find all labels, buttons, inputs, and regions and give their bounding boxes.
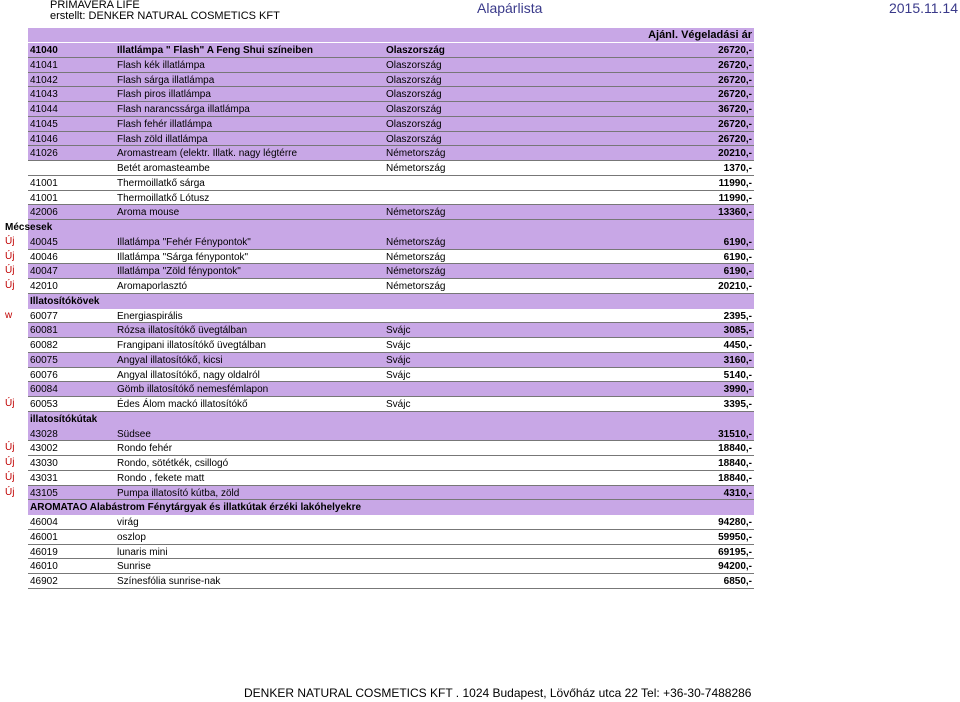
product-price: 26720,- (718, 118, 752, 130)
product-code: 40045 (30, 236, 58, 248)
product-price: 20210,- (718, 281, 752, 292)
product-name: Flash fehér illatlámpa (117, 118, 213, 130)
product-code: 60075 (30, 354, 58, 366)
product-code: 60081 (30, 325, 58, 337)
product-price: 6190,- (723, 266, 752, 278)
product-price: 69195,- (718, 546, 752, 558)
product-price: 94280,- (718, 517, 752, 528)
product-name: Thermoillatkő Lótusz (117, 192, 210, 204)
table-row (0, 146, 760, 161)
origin-country: Olaszország (386, 45, 445, 56)
product-code: 46004 (30, 517, 58, 528)
product-price: 5140,- (723, 369, 752, 381)
price-column-header: Ajánl. Végeladási ár (28, 28, 754, 42)
section-label: Illatosítókövek (30, 295, 100, 307)
new-item-marker: Új (5, 442, 15, 454)
new-item-marker: Új (5, 457, 15, 468)
product-price: 20210,- (718, 148, 752, 160)
product-code: 43030 (30, 458, 58, 469)
table-row (0, 264, 760, 279)
product-name: Südsee (117, 428, 151, 440)
product-code: 41046 (30, 133, 58, 145)
product-name: Betét aromasteambe (117, 163, 210, 174)
product-name: Rondo , fekete matt (117, 472, 205, 484)
product-code: 40046 (30, 251, 58, 263)
table-row (0, 486, 760, 501)
product-code: 41040 (30, 45, 58, 56)
product-name: Rondo, sötétkék, csillogó (117, 458, 229, 469)
product-price: 18840,- (718, 458, 752, 469)
product-name: Illatlámpa "Fehér Fénypontok" (117, 236, 251, 248)
product-code: 41026 (30, 148, 58, 160)
product-price: 3395,- (723, 399, 752, 410)
new-item-marker: Új (5, 280, 15, 291)
product-price: 6850,- (723, 576, 752, 587)
origin-country: Svájc (386, 399, 411, 410)
product-name: Frangipani illatosítókő üvegtálban (117, 340, 266, 351)
origin-country: Olaszország (386, 133, 442, 145)
origin-country: Svájc (386, 354, 411, 366)
product-code: 60084 (30, 384, 58, 396)
product-name: Aromaporlasztó (117, 281, 188, 292)
table-row (0, 471, 760, 486)
product-code: 41044 (30, 104, 58, 115)
table-row (0, 515, 760, 530)
product-name: Flash narancssárga illatlámpa (117, 104, 250, 115)
created-by-line: erstellt: DENKER NATURAL COSMETICS KFT (50, 10, 280, 22)
table-row (0, 58, 760, 73)
product-price: 3085,- (723, 325, 752, 337)
product-code: 46019 (30, 546, 58, 558)
product-code: 42006 (30, 207, 58, 219)
product-price: 59950,- (718, 531, 752, 543)
new-item-marker: w (5, 309, 13, 321)
table-row (0, 530, 760, 545)
table-row (0, 323, 760, 338)
table-row (0, 191, 760, 206)
table-row (0, 382, 760, 397)
new-item-marker: Új (5, 398, 15, 409)
origin-country: Németország (386, 236, 446, 248)
row-background (28, 220, 754, 235)
origin-country: Olaszország (386, 104, 442, 115)
table-row (0, 102, 760, 117)
product-price: 36720,- (718, 104, 752, 115)
table-row (0, 250, 760, 265)
table-row (0, 279, 760, 294)
product-price: 6190,- (723, 236, 752, 248)
product-name: Thermoillatkő sárga (117, 177, 205, 189)
table-row (0, 368, 760, 383)
product-price: 6190,- (723, 251, 752, 263)
product-code: 41001 (30, 192, 58, 204)
product-price: 4450,- (723, 340, 752, 351)
product-name: Sunrise (117, 561, 151, 573)
table-row (0, 441, 760, 456)
product-name: Rondo fehér (117, 443, 173, 455)
product-price: 26720,- (718, 89, 752, 101)
product-price: 4310,- (723, 487, 752, 499)
table-row (0, 545, 760, 560)
product-price: 3990,- (723, 384, 752, 396)
product-price: 31510,- (718, 428, 752, 440)
table-row (0, 117, 760, 132)
product-code: 40047 (30, 266, 58, 278)
table-row (0, 73, 760, 88)
table-row (0, 132, 760, 147)
product-price: 26720,- (718, 74, 752, 86)
product-name: Illatlámpa "Zöld fénypontok" (117, 266, 241, 278)
product-code: 46010 (30, 561, 58, 573)
section-label: Mécsesek (5, 222, 53, 233)
product-name: Angyal illatosítókő, nagy oldalról (117, 369, 260, 381)
row-background (28, 294, 754, 309)
table-row (0, 176, 760, 191)
product-code: 60082 (30, 340, 58, 351)
table-row (0, 427, 760, 442)
product-name: Angyal illatosítókő, kicsi (117, 354, 223, 366)
price-list-table (0, 43, 760, 589)
origin-country: Németország (386, 266, 446, 278)
table-row (0, 205, 760, 220)
product-code: 41043 (30, 89, 58, 101)
product-price: 26720,- (718, 133, 752, 145)
header-company-block (50, 0, 280, 22)
table-row (0, 309, 760, 324)
company-name: PRIMAVERA LIFE (50, 0, 140, 11)
origin-country: Svájc (386, 325, 411, 337)
product-price: 13360,- (718, 207, 752, 219)
table-row (0, 161, 760, 176)
product-name: virág (117, 517, 139, 528)
new-item-marker: Új (5, 235, 15, 247)
product-name: Flash piros illatlámpa (117, 89, 211, 101)
origin-country: Olaszország (386, 89, 442, 101)
product-code: 43028 (30, 428, 58, 440)
product-name: Flash sárga illatlámpa (117, 74, 215, 86)
product-name: Színesfólia sunrise-nak (117, 576, 221, 587)
product-code: 41041 (30, 59, 58, 71)
product-name: oszlop (117, 531, 146, 543)
product-code: 60077 (30, 310, 58, 322)
product-name: Aromastream (elektr. Illatk. nagy légtérre (117, 148, 298, 160)
section-label: illatosítókútak (30, 413, 98, 425)
product-price: 1370,- (723, 163, 752, 174)
table-row (0, 43, 760, 58)
origin-country: Németország (386, 207, 446, 219)
product-name: Flash zöld illatlámpa (117, 133, 208, 145)
table-row (0, 397, 760, 412)
product-name: Gömb illatosítókő nemesfémlapon (117, 384, 269, 396)
product-name: Édes Álom mackó illatosítókő (117, 399, 248, 410)
product-code: 43105 (30, 487, 58, 499)
new-item-marker: Új (5, 250, 15, 262)
origin-country: Svájc (386, 369, 411, 381)
product-code: 60053 (30, 399, 58, 410)
new-item-marker: Új (5, 265, 15, 277)
product-code: 41042 (30, 74, 58, 86)
product-name: Aroma mouse (117, 207, 180, 219)
origin-country: Olaszország (386, 74, 442, 86)
product-price: 3160,- (723, 354, 752, 366)
product-name: Pumpa illatosító kútba, zöld (117, 487, 240, 499)
product-name: Flash kék illatlámpa (117, 59, 205, 71)
section-heading-row (0, 500, 760, 515)
origin-country: Olaszország (386, 59, 442, 71)
origin-country: Svájc (386, 340, 411, 351)
product-price: 11990,- (718, 177, 752, 189)
product-code: 41001 (30, 177, 58, 189)
new-item-marker: Új (5, 486, 15, 498)
product-name: Illatlámpa "Sárga fénypontok" (117, 251, 249, 263)
table-row (0, 353, 760, 368)
document-title: Alapárlista (477, 0, 543, 16)
origin-country: Németország (386, 163, 446, 174)
table-row (0, 574, 760, 589)
section-heading-row (0, 220, 760, 235)
origin-country: Németország (386, 148, 446, 160)
product-price: 18840,- (718, 472, 752, 484)
product-code: 41045 (30, 118, 58, 130)
section-heading-row (0, 294, 760, 309)
table-row (0, 559, 760, 574)
product-code: 42010 (30, 281, 58, 292)
row-divider (28, 588, 754, 589)
table-row (0, 338, 760, 353)
product-name: Rózsa illatosítókő üvegtálban (117, 325, 248, 337)
product-code: 43002 (30, 443, 58, 455)
product-code: 43031 (30, 472, 58, 484)
table-row (0, 235, 760, 250)
product-code: 46902 (30, 576, 58, 587)
origin-country: Németország (386, 281, 446, 292)
product-code: 46001 (30, 531, 58, 543)
product-name: lunaris mini (117, 546, 168, 558)
product-name: Illatlámpa " Flash" A Feng Shui színeiben (117, 45, 313, 56)
product-price: 2395,- (723, 310, 752, 322)
section-label: AROMATAO Alabástrom Fénytárgyak és illatkútak érzéki lakóhelyekre (30, 502, 362, 514)
table-row (0, 456, 760, 471)
product-price: 18840,- (718, 443, 752, 455)
new-item-marker: Új (5, 471, 15, 483)
section-heading-row (0, 412, 760, 427)
origin-country: Németország (386, 251, 446, 263)
footer-contact: DENKER NATURAL COSMETICS KFT . 1024 Budapest, Lövőház utca 22 Tel: +36-30-7488286 (244, 686, 752, 700)
row-background (28, 412, 754, 427)
product-price: 94200,- (718, 561, 752, 573)
document-date: 2015.11.14 (888, 0, 958, 16)
product-price: 26720,- (718, 45, 752, 56)
product-price: 26720,- (718, 59, 752, 71)
product-name: Energiaspirális (117, 310, 183, 322)
product-code: 60076 (30, 369, 58, 381)
product-price: 11990,- (718, 192, 752, 204)
table-row (0, 87, 760, 102)
origin-country: Olaszország (386, 118, 442, 130)
